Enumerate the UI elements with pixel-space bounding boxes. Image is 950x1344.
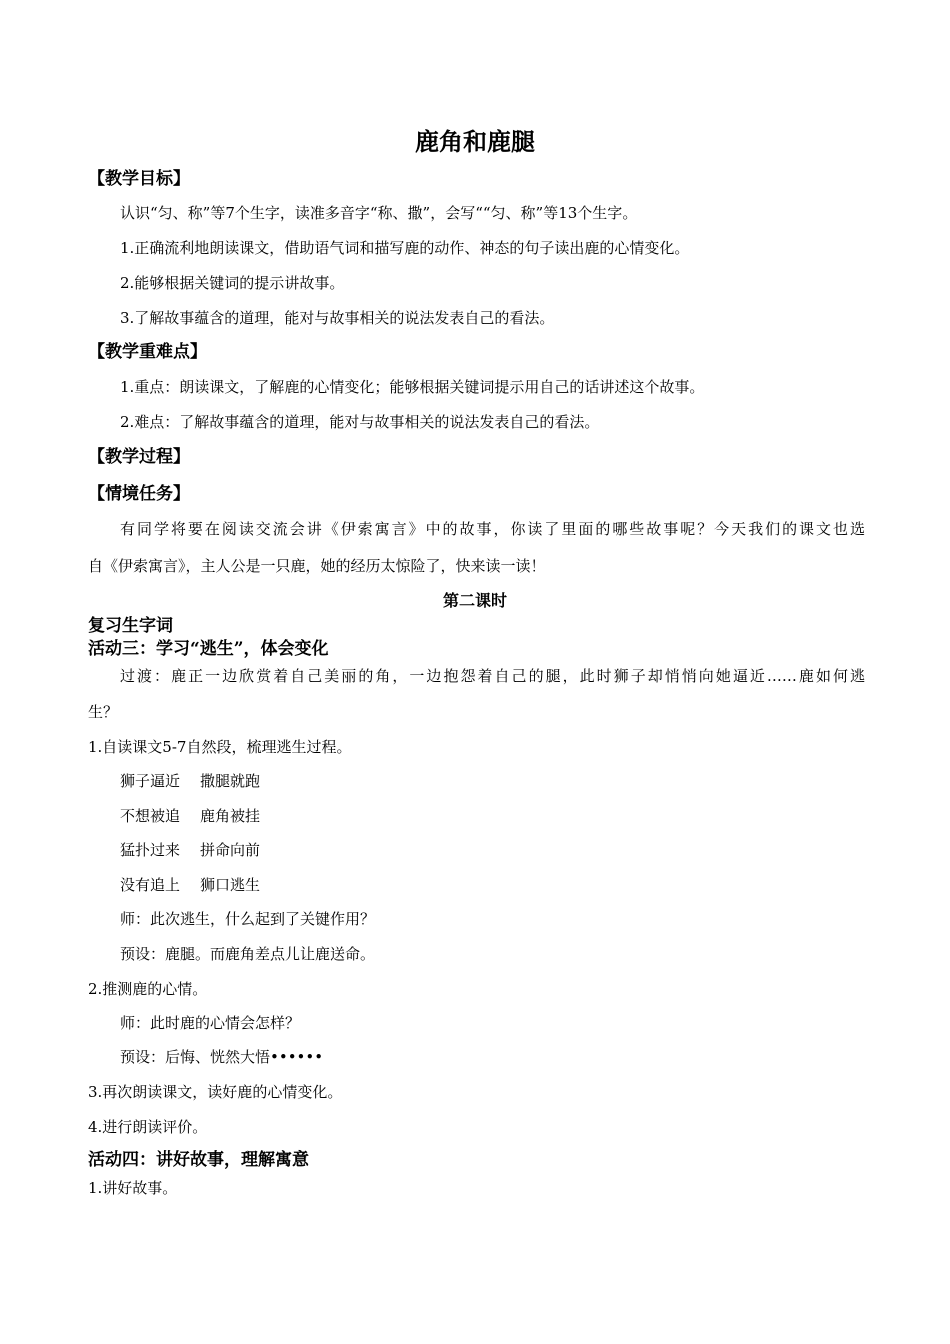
expected-answer-1: 预设：鹿腿。而鹿角差点儿让鹿送命。: [120, 945, 376, 963]
review-heading: 复习生字词: [88, 616, 173, 636]
step-4: 4.进行朗读评价。: [88, 1118, 208, 1136]
activity-4-step-1: 1.讲好故事。: [88, 1179, 178, 1197]
escape-pair-1-right: 撒腿就跑: [200, 772, 261, 790]
heading-teaching-goals: 【教学目标】: [88, 169, 190, 189]
escape-pair-4-left: 没有追上: [120, 876, 181, 894]
goal-item-2: 2.能够根据关键词的提示讲故事。: [120, 274, 345, 292]
escape-pair-2: [120, 806, 260, 826]
activity-3-heading: 活动三：学习“逃生”，体会变化: [88, 639, 329, 659]
key-point-1: 1.重点：朗读课文，了解鹿的心情变化；能够根据关键词提示用自己的话讲述这个故事。: [120, 378, 705, 396]
step-2: 2.推测鹿的心情。: [88, 980, 208, 998]
task-paragraph-line-1: 有同学将要在阅读交流会讲《伊索寓言》中的故事，你读了里面的哪些故事呢？今天我们的课文也选: [120, 520, 865, 538]
goal-intro: 认识“匀、称”等7个生字，读准多音字“称、撒”，会写““匀、称”等13个生字。: [120, 204, 638, 222]
goal-item-3: 3.了解故事蕴含的道理，能对与故事相关的说法发表自己的看法。: [120, 309, 555, 327]
escape-pair-2-right: 鹿角被挂: [200, 807, 261, 825]
expected-answer-2: 预设：后悔、恍然大悟••••••: [120, 1048, 324, 1066]
step-3: 3.再次朗读课文，读好鹿的心情变化。: [88, 1083, 343, 1101]
heading-context-task: 【情境任务】: [88, 484, 190, 504]
activity-4-heading: 活动四：讲好故事，理解寓意: [88, 1150, 309, 1170]
teacher-question-2: 师：此时鹿的心情会怎样？: [120, 1014, 301, 1032]
goal-item-1: 1.正确流利地朗读课文，借助语气词和描写鹿的动作、神态的句子读出鹿的心情变化。: [120, 239, 690, 257]
escape-pair-2-left: 不想被追: [120, 807, 181, 825]
escape-pair-3: [120, 840, 260, 860]
step-1: 1.自读课文5-7自然段，梳理逃生过程。: [88, 738, 352, 756]
escape-pair-3-right: 拼命向前: [200, 841, 261, 859]
transition-line-2: 生？: [88, 703, 119, 721]
heading-teaching-process: 【教学过程】: [88, 447, 190, 467]
escape-pair-4-right: 狮口逃生: [200, 876, 261, 894]
escape-pair-4: [120, 875, 260, 895]
transition-line-1: 过渡：鹿正一边欣赏着自己美丽的角，一边抱怨着自己的腿，此时狮子却悄悄向她逼近……鹿如何逃: [120, 667, 865, 685]
lesson-subtitle: 第二课时: [442, 591, 507, 610]
escape-pair-1: [120, 771, 260, 791]
key-point-2: 2.难点：了解故事蕴含的道理，能对与故事相关的说法发表自己的看法。: [120, 413, 600, 431]
task-paragraph-line-2: 自《伊索寓言》，主人公是一只鹿，她的经历太惊险了，快来读一读！: [88, 557, 546, 575]
teacher-question-1: 师：此次逃生，什么起到了关键作用？: [120, 910, 376, 928]
escape-pair-1-left: 狮子逼近: [120, 772, 181, 790]
heading-key-points: 【教学重难点】: [88, 342, 207, 362]
escape-pair-3-left: 猛扑过来: [120, 841, 181, 859]
page-title: 鹿角和鹿腿: [415, 127, 535, 156]
